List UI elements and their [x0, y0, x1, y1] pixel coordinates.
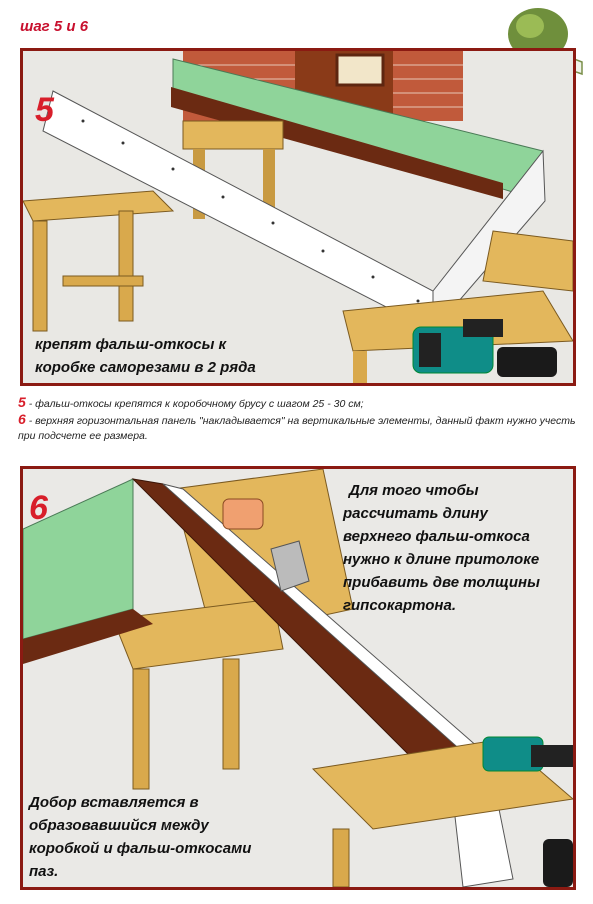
step-6-right-line1: Для того чтобы: [349, 482, 479, 499]
step-6-left-line1: Добор вставляется в: [29, 794, 199, 811]
step-6-left-line2: образовавшийся между: [29, 817, 209, 834]
step-6-right-line2: рассчитать длину: [343, 505, 488, 522]
step-5-caption-line2: коробке саморезами в 2 ряда: [35, 359, 256, 376]
notes: [18, 395, 583, 444]
step-6-right-line3: верхнего фальш-откоса: [343, 528, 530, 545]
step-5-caption-line1: крепят фальш-откосы к: [35, 336, 227, 353]
note-5-text: - фальш-откосы крепятся к коробочному брусу с шагом 25 - 30 см;: [25, 398, 364, 410]
step-number-6: 6: [29, 489, 48, 527]
step-6-right-line4: нужно к длине притолоке: [343, 551, 540, 568]
step-number-5: 5: [35, 91, 54, 129]
step-6-left-line3: коробкой и фальш-откосами: [29, 840, 252, 857]
page-title: шаг 5 и 6: [20, 18, 89, 35]
step-6-illustration: [20, 466, 576, 890]
note-6-number: 6: [18, 411, 26, 427]
step-6-left-caption: [29, 791, 251, 883]
step-6-right-line6: гипсокартона.: [343, 597, 456, 614]
note-6-text: - верхняя горизонтальная панель "накладывается" на вертикальные элементы, данный факт нужно учесть при подсчете ее размера.: [18, 415, 576, 442]
note-5: [18, 395, 583, 412]
step-5-illustration: [20, 48, 576, 386]
step-6-right-line5: прибавить две толщины: [343, 574, 540, 591]
step-6-left-line4: паз.: [29, 863, 59, 880]
note-6: [18, 412, 583, 444]
note-5-number: 5: [18, 394, 26, 410]
step-5-caption: [35, 333, 256, 379]
step-6-right-caption: [343, 479, 540, 617]
